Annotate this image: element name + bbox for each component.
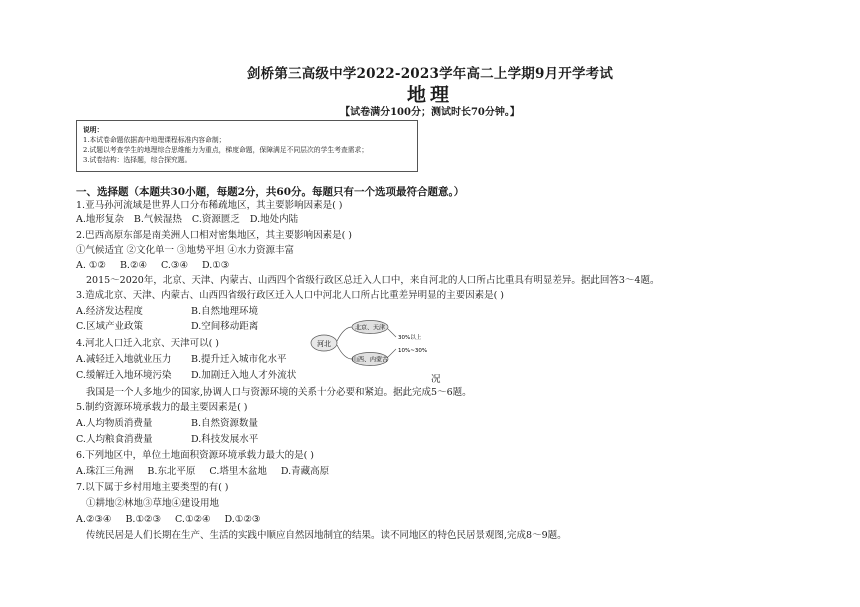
option: B.东北平原 [147, 466, 196, 477]
option: D.空间移动距离 [191, 321, 259, 332]
option: B.自然资源数量 [191, 418, 259, 429]
material-2: 我国是一个人多地少的国家,协调人口与资源环境的关系十分必要和紧迫。据此完成5～6题。 [86, 387, 472, 398]
question-2-items: ①气候适宜 ②文化单一 ③地势平坦 ④水力资源丰富 [76, 245, 295, 256]
instructions-heading: 说明： [83, 126, 104, 134]
option: A.人均物质消费量 [76, 418, 153, 429]
question-2-stem: 2.巴西高原东部是南美洲人口相对密集地区，其主要影响因素是( ) [76, 230, 352, 241]
question-4-trailing-text: 况 [431, 374, 441, 385]
exam-info: 【试卷满分100分；测试时长70分钟。】 [340, 107, 520, 118]
option: B.①②③ [125, 514, 161, 525]
question-5-options-row2 [76, 433, 268, 446]
material-1: 2015～2020年，北京、天津、内蒙古、山西四个省级行政区总迁入人口中，来自河北的人口所占比重具有明显差异。据此回答3～4题。 [86, 275, 660, 286]
flow-arrow-lower [337, 345, 352, 359]
flow-arrow-upper [337, 327, 352, 341]
question-4-options-row1 [76, 353, 297, 366]
question-4-options-row2 [76, 369, 306, 382]
option: A. ①② [76, 260, 106, 271]
question-1-stem: 1.亚马孙河流域是世界人口分布稀疏地区，其主要影响因素是( ) [76, 200, 343, 211]
option: A.珠江三角洲 [76, 466, 134, 477]
question-7-options [76, 513, 274, 526]
option: D.地处内陆 [249, 214, 299, 225]
option: C.人均粮食消费量 [76, 434, 153, 445]
migration-diagram [310, 317, 460, 369]
option: A.减轻迁入地就业压力 [76, 354, 172, 365]
option: D.青藏高原 [280, 466, 330, 477]
question-5-stem: 5.制约资源环境承载力的最主要因素是( ) [76, 402, 248, 413]
level-label-upper: 30%以上 [398, 335, 422, 341]
exam-title: 剑桥第三高级中学2022-2023学年高二上学期9月开学考试 [246, 66, 614, 82]
question-6-stem: 6.下列地区中，单位土地面积资源环境承载力最大的是( ) [76, 450, 314, 461]
option: A.地形复杂 [76, 214, 124, 225]
option: D.①②③ [224, 514, 261, 525]
option: B.②④ [119, 260, 147, 271]
target-label-upper: 北京、天津 [354, 324, 386, 332]
option: C.①②④ [175, 514, 211, 525]
question-1-options [76, 213, 308, 226]
instruction-line: 3.试卷结构：选择题，综合探究题。 [83, 156, 192, 164]
question-5-options-row1 [76, 417, 268, 430]
level-label-lower: 10%~30% [398, 348, 428, 354]
option: C.塔里木盆地 [209, 466, 267, 477]
option: C.资源匮乏 [191, 214, 240, 225]
section-heading: 一、选择题（本题共30小题，每题2分，共60分。每题只有一个选项最符合题意。） [76, 186, 465, 198]
option: C.区域产业政策 [76, 321, 143, 332]
option: B.提升迁入城市化水平 [191, 354, 287, 365]
question-2-options [76, 259, 243, 272]
question-4-stem: 4.河北人口迁入北京、天津可以( ) [76, 338, 219, 349]
connector-upper [388, 329, 396, 337]
connector-lower [388, 349, 396, 357]
question-6-options [76, 465, 343, 478]
option: B.气候湿热 [133, 214, 182, 225]
question-7-items: ①耕地②林地③草地④建设用地 [86, 498, 220, 509]
target-label-lower: 山西、内蒙古 [351, 356, 389, 364]
option: A.②③④ [76, 514, 112, 525]
option: B.自然地理环境 [191, 306, 259, 317]
option: A.经济发达程度 [76, 306, 143, 317]
question-3-options-row1 [76, 305, 268, 318]
instruction-line: 2.试题以考查学生的地理综合思维能力为重点，梯度命题，保障满足不同层次的学生考查需求； [83, 146, 369, 154]
question-3-stem: 3.造成北京、天津、内蒙古、山西四省级行政区迁入人口中河北人口所占比重差异明显的主要因素是( ) [76, 290, 504, 301]
option: D.①③ [201, 260, 230, 271]
option: C.③④ [160, 260, 188, 271]
instruction-line: 1.本试卷命题依据高中地理课程标准内容命制； [83, 136, 226, 144]
material-3: 传统民居是人们长期在生产、生活的实践中顺应自然因地制宜的结果。读不同地区的特色民居景观图,完成8～9题。 [86, 530, 567, 541]
source-label: 河北 [317, 340, 331, 348]
option: D.加剧迁入地人才外流状 [191, 370, 297, 381]
option: D.科技发展水平 [191, 434, 259, 445]
instructions-box [76, 120, 418, 172]
question-3-options-row2 [76, 320, 268, 333]
option: C.缓解迁入地环境污染 [76, 370, 172, 381]
subject-title: 地理 [406, 84, 453, 106]
question-7-stem: 7.以下属于乡村用地主要类型的有( ) [76, 482, 229, 493]
